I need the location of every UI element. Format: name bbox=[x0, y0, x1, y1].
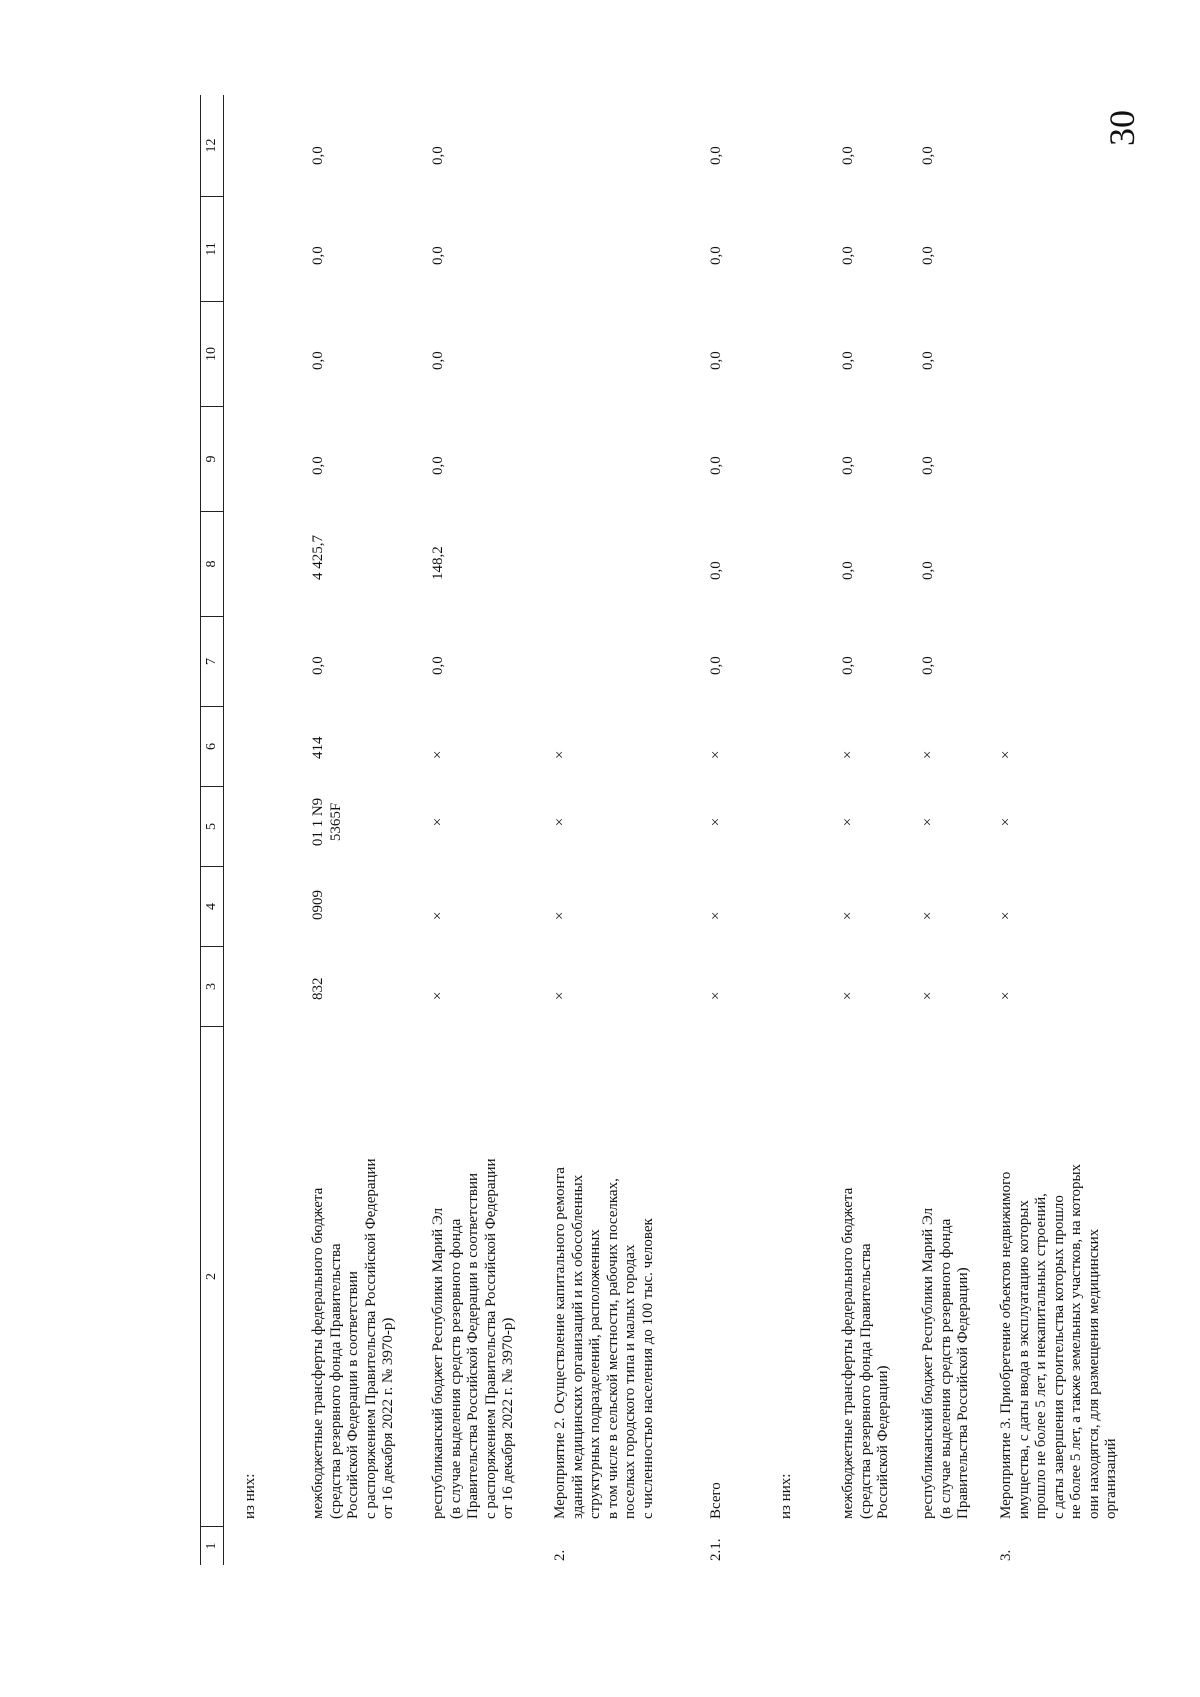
row-description bbox=[708, 1047, 726, 1519]
cell-c11: 0,0 bbox=[840, 246, 856, 265]
cell-c5: × bbox=[552, 817, 568, 827]
cell-c9: 0,0 bbox=[920, 456, 936, 475]
row-description bbox=[430, 1047, 518, 1519]
cell-c8: 4 425,7 bbox=[310, 535, 326, 580]
cell-c4: × bbox=[430, 911, 446, 920]
row-description bbox=[840, 1047, 893, 1519]
cell-c7: 0,0 bbox=[310, 656, 326, 675]
cell-c11: 0,0 bbox=[920, 246, 936, 265]
row-number: 3. bbox=[998, 1549, 1014, 1561]
header-col-6: 6 bbox=[201, 707, 223, 787]
cell-c3: × bbox=[920, 991, 936, 1000]
cell-c6: 414 bbox=[310, 736, 326, 759]
cell-c12: 0,0 bbox=[920, 146, 936, 165]
cell-c3: × bbox=[840, 991, 856, 1000]
cell-c11: 0,0 bbox=[708, 246, 724, 265]
description-line: Российской Федерации в соответствии bbox=[345, 1271, 361, 1519]
cell-c10: 0,0 bbox=[840, 351, 856, 370]
header-col-3: 3 bbox=[201, 947, 223, 1027]
header-col-5: 5 bbox=[201, 787, 223, 867]
header-col-1: 1 bbox=[204, 1542, 219, 1550]
description-line: республиканский бюджет Республики Марий Эл bbox=[920, 1207, 936, 1519]
cell-c9: 0,0 bbox=[310, 456, 326, 475]
description-line: Российской Федерации) bbox=[875, 1365, 891, 1519]
description-line: с даты завершения строительства которых прошло bbox=[1050, 1195, 1067, 1519]
cell-c8: 0,0 bbox=[708, 561, 724, 580]
cell-c11: 0,0 bbox=[310, 246, 326, 265]
description-line: поселках городского типа и малых городах bbox=[622, 1244, 638, 1519]
cell-c3: × bbox=[998, 991, 1014, 1000]
description-line: (средства резервного фонда Правительства bbox=[327, 1243, 344, 1519]
table-header-row bbox=[200, 95, 224, 1565]
cell-c8: 0,0 bbox=[920, 561, 936, 580]
row-description bbox=[778, 1047, 796, 1519]
cell-c12: 0,0 bbox=[310, 146, 326, 165]
cell-c4: × bbox=[998, 911, 1014, 920]
description-line: межбюджетные трансферты федерального бюджета bbox=[840, 1187, 856, 1519]
rotated-table bbox=[200, 15, 1200, 1565]
cell-c7: 0,0 bbox=[840, 656, 856, 675]
cell-c10: 0,0 bbox=[310, 351, 326, 370]
cell-c12: 0,0 bbox=[430, 146, 446, 165]
header-col-9: 9 bbox=[201, 407, 223, 512]
cell-c12: 0,0 bbox=[840, 146, 856, 165]
description-line: с численностью населения до 100 тыс. человек bbox=[639, 1218, 656, 1519]
cell-c5: × bbox=[708, 817, 724, 827]
description-line: структурных подразделений, расположенных bbox=[587, 1229, 603, 1519]
description-line: Всего bbox=[708, 1482, 724, 1519]
description-line: Мероприятие 3. Приобретение объектов недвижимого bbox=[998, 1171, 1014, 1519]
cell-c7: 0,0 bbox=[430, 656, 446, 675]
cell-c4: × bbox=[552, 911, 568, 920]
page-number: 30 bbox=[1102, 110, 1142, 146]
description-line: (в случае выделения средств резервного фонда bbox=[447, 1218, 464, 1519]
row-description bbox=[920, 1047, 973, 1519]
row-number: 2.1. bbox=[708, 1538, 724, 1561]
header-col-2: 2 bbox=[201, 1027, 223, 1527]
description-line: из них: bbox=[778, 1473, 794, 1519]
description-line: с распоряжением Правительства Российской Федерации bbox=[482, 1158, 499, 1519]
header-col-8: 8 bbox=[201, 512, 223, 617]
description-line: организаций bbox=[1103, 1438, 1119, 1519]
description-line: Мероприятие 2. Осуществление капитального ремонта bbox=[552, 1167, 568, 1519]
cell-c3: × bbox=[708, 991, 724, 1000]
header-col-12: 12 bbox=[201, 95, 223, 197]
description-line: не более 5 лет, а также земельных участков, на которых bbox=[1068, 1163, 1084, 1519]
cell-c3: 832 bbox=[310, 977, 326, 1000]
cell-c10: 0,0 bbox=[920, 351, 936, 370]
cell-c5: 01 1 N9 5365F bbox=[310, 797, 344, 847]
description-line: межбюджетные трансферты федерального бюджета bbox=[310, 1187, 326, 1519]
row-description bbox=[998, 1047, 1121, 1519]
cell-c5: × bbox=[998, 817, 1014, 827]
cell-c8: 148,2 bbox=[430, 546, 446, 580]
cell-c9: 0,0 bbox=[430, 456, 446, 475]
description-line: прошло не более 5 лет, и некапитальных строений, bbox=[1033, 1193, 1049, 1519]
cell-c3: × bbox=[430, 991, 446, 1000]
cell-c3: × bbox=[552, 991, 568, 1000]
cell-c4: × bbox=[920, 911, 936, 920]
description-line: они находятся, для размещения медицинских bbox=[1085, 1228, 1102, 1519]
description-line: Правительства Российской Федерации в соответствии bbox=[465, 1173, 481, 1519]
cell-c10: 0,0 bbox=[708, 351, 724, 370]
header-col-10: 10 bbox=[201, 302, 223, 407]
cell-c10: 0,0 bbox=[430, 351, 446, 370]
header-col-11: 11 bbox=[201, 197, 223, 302]
cell-c9: 0,0 bbox=[840, 456, 856, 475]
description-line: (в случае выделения средств резервного фонда bbox=[937, 1218, 954, 1519]
row-description bbox=[242, 1047, 260, 1519]
cell-c7: 0,0 bbox=[920, 656, 936, 675]
cell-c6: × bbox=[920, 750, 936, 759]
description-line: от 16 декабря 2022 г. № 3970-р) bbox=[500, 1317, 516, 1519]
cell-c7: 0,0 bbox=[708, 656, 724, 675]
header-col-4: 4 bbox=[201, 867, 223, 947]
cell-c4: × bbox=[708, 911, 724, 920]
cell-c5: × bbox=[430, 817, 446, 827]
description-line: от 16 декабря 2022 г. № 3970-р) bbox=[380, 1317, 396, 1519]
row-description bbox=[310, 1047, 398, 1519]
description-line: Правительства Российской Федерации) bbox=[955, 1267, 971, 1519]
cell-c4: × bbox=[840, 911, 856, 920]
cell-c6: × bbox=[708, 750, 724, 759]
cell-c6: × bbox=[430, 750, 446, 759]
cell-c12: 0,0 bbox=[708, 146, 724, 165]
description-line: в том числе в сельской местности, рабочих поселках, bbox=[604, 1178, 621, 1519]
cell-c6: × bbox=[840, 750, 856, 759]
cell-c6: × bbox=[552, 750, 568, 759]
cell-c5: × bbox=[920, 817, 936, 827]
description-line: из них: bbox=[242, 1473, 258, 1519]
row-number: 2. bbox=[552, 1549, 568, 1561]
cell-c4: 0909 bbox=[310, 890, 326, 920]
header-col-7: 7 bbox=[201, 617, 223, 707]
cell-c9: 0,0 bbox=[708, 456, 724, 475]
description-line: республиканский бюджет Республики Марий Эл bbox=[430, 1207, 446, 1519]
description-line: имущества, с даты ввода в эксплуатацию которых bbox=[1015, 1200, 1032, 1519]
row-description bbox=[552, 1047, 657, 1519]
description-line: (средства резервного фонда Правительства bbox=[857, 1243, 874, 1519]
description-line: с распоряжением Правительства Российской Федерации bbox=[362, 1158, 379, 1519]
cell-c5: × bbox=[840, 817, 856, 827]
cell-c6: × bbox=[998, 750, 1014, 759]
cell-c11: 0,0 bbox=[430, 246, 446, 265]
cell-c8: 0,0 bbox=[840, 561, 856, 580]
description-line: зданий медицинских организаций и их обособленных bbox=[569, 1174, 586, 1519]
